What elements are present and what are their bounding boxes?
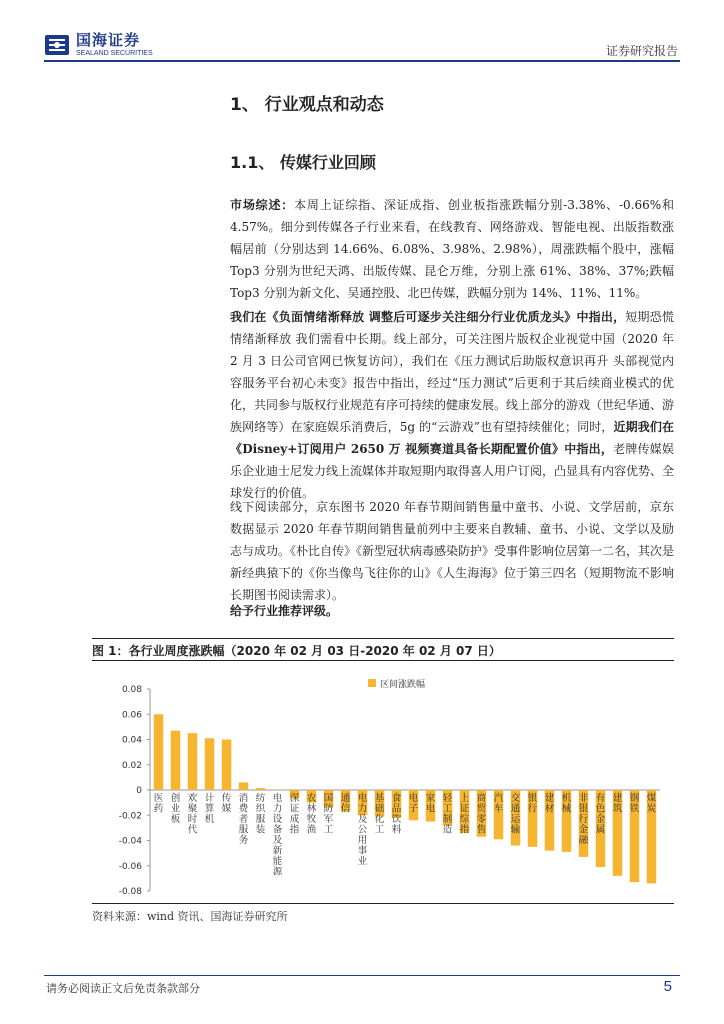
footer-divider [44, 975, 680, 976]
logo-en: SEALAND SECURITIES [76, 50, 153, 57]
figure-top-rule [92, 638, 674, 639]
view-body-2: 老牌传媒娱乐企业迪士尼发力线上流媒体并取短期内取得喜人用户订阅，凸显具有内容优势、全球发行的价值。 [230, 442, 675, 500]
footer-disclaimer: 请务必阅读正文后免责条款部分 [46, 982, 200, 995]
category-label: 纺织服装 [255, 793, 266, 836]
category-label: 轻工制造 [442, 793, 453, 836]
figure-source: 资料来源：wind 资讯、国海证券研究所 [92, 910, 288, 923]
market-summary-body: 本周上证综指、深证成指、创业板指涨跌幅分别-3.38%、-0.66%和4.57%。细分到传媒各子行业来看，在线教育、网络游戏、智能电视、出版指数涨幅居前（分别达到 14.66%、6.08%、3.98%、2.98%），周涨跌幅个股中，涨幅 Top3 分别为世纪天鸿、出版传媒、昆仑万维，分别上涨 61%、38%、37%;跌幅 Top3 分别为新文化、吴通控股、北巴传媒，跌幅分别为 14%、11%、11%。 [230, 198, 674, 300]
figure-title-rule [92, 660, 674, 661]
industry-weekly-change-chart [0, 665, 724, 905]
y-tick-label: -0.08 [118, 887, 142, 897]
bar-6 [256, 788, 266, 790]
bar-7 [273, 789, 283, 790]
bar-0 [154, 714, 164, 790]
y-tick-label: 0.04 [121, 735, 142, 746]
view-lead: 我们在《负面情绪渐释放 调整后可逐步关注细分行业优质龙头》中指出， [230, 310, 626, 324]
chart-category-labels [154, 792, 657, 878]
category-label: 通信 [340, 793, 351, 815]
category-label: 商贸零售 [476, 793, 487, 836]
category-label: 家电 [425, 793, 436, 815]
bar-5 [239, 782, 249, 790]
paragraph-rating [230, 600, 674, 622]
figure-title: 图 1：各行业周度涨跌幅（2020 年 02 月 03 日-2020 年 02 月 07 日） [92, 644, 501, 658]
category-label: 电力及公用事业 [357, 793, 368, 867]
report-type: 证券研究报告 [605, 44, 678, 58]
y-tick-label: -0.02 [118, 811, 142, 822]
figure-bottom-rule [92, 903, 674, 904]
category-label: 建材 [544, 793, 555, 815]
category-label: 汽车 [493, 793, 504, 815]
category-label: 非银行金融 [578, 793, 589, 846]
category-label: 银行 [527, 793, 538, 815]
category-label: 欢聚时代 [187, 793, 198, 836]
y-tick-label: 0.08 [121, 685, 142, 695]
section-heading: 1、 行业观点和动态 [230, 95, 384, 115]
logo-cn: 国海证券 [76, 31, 141, 49]
category-label: 计算机 [204, 793, 215, 825]
category-label: 国防军工 [323, 793, 334, 836]
paragraph-market-summary [230, 194, 674, 304]
category-label: 钢铁 [629, 793, 640, 815]
category-label: 交通运输 [510, 793, 521, 836]
category-label: 煤炭 [646, 793, 657, 815]
category-label: 食品饮料 [391, 793, 402, 836]
page-number: 5 [663, 978, 672, 995]
view-body-1: 短期恐慌情绪渐释放 我们需看中长期。线上部分，可关注图片版权企业视觉中国（2020 年 2 月 3 日公司官网已恢复访问），我们在《压力测试后助版权意识再升 头部视觉内容服务平台初心未变》报告中指出，经过“压力测试”后更利于其后续商业模式的优化，共同参与版权行业规范有序可持续的健康发展。线上部分的游戏（世纪华通、游族网络等）在家庭娱乐消费后，5g 的“云游戏”也有望持续催化；同时， [230, 310, 675, 434]
legend-label: 区间涨跌幅 [380, 680, 426, 690]
paragraph-offline-reading: 线下阅读部分，京东图书 2020 年春节期间销售量中童书、小说、文学居前，京东数据显示 2020 年春节期间销售量前列中主要来自教辅、童书、小说、文学以及励志与成功。《朴比自传》《新型冠状病毒感染防护》受事件影响位居第一二名，其次是新经典猿下的《你当像鸟飞往你的山》《人生海海》位于第三四名（短期物流不影响长期图书阅读需求）。 [230, 500, 675, 602]
category-label: 电力设备及新能源 [272, 793, 283, 878]
company-logo [44, 32, 153, 58]
y-tick-label: -0.06 [118, 861, 142, 872]
bar-1 [171, 731, 181, 790]
sealand-logo-icon [44, 32, 70, 58]
subsection-heading: 1.1、 传媒行业回顾 [230, 153, 376, 172]
category-label: 医药 [153, 793, 164, 815]
y-tick-label: 0 [136, 786, 142, 796]
header-divider [44, 60, 680, 62]
y-tick-label: 0.06 [121, 710, 142, 721]
category-label: 农林牧渔 [306, 793, 317, 836]
paragraph-view [230, 306, 674, 504]
bar-2 [188, 733, 198, 790]
legend-swatch [368, 679, 376, 687]
view-lead-2: 近期我们在《Disney+订阅用户 2650 万 视频赛道具备长期配置价值》中指出， [230, 420, 674, 456]
rating-text: 给予行业推荐评级。 [230, 604, 339, 618]
market-summary-lead: 市场综述： [230, 198, 295, 212]
category-label: 创业板 [170, 793, 181, 825]
category-label: 传媒 [221, 793, 232, 815]
category-label: 有色金属 [595, 793, 606, 836]
category-label: 上证综指 [459, 793, 470, 836]
category-label: 深证成指 [289, 793, 300, 836]
bar-4 [222, 740, 232, 791]
y-tick-label: 0.02 [121, 760, 142, 771]
chart-legend [368, 678, 425, 690]
category-label: 消费者服务 [238, 793, 249, 846]
category-label: 机械 [561, 793, 572, 815]
category-label: 基础化工 [374, 793, 385, 836]
category-label: 电子 [408, 793, 419, 815]
y-tick-label: -0.04 [118, 836, 142, 847]
bar-3 [205, 738, 215, 790]
category-label: 建筑 [612, 793, 623, 815]
